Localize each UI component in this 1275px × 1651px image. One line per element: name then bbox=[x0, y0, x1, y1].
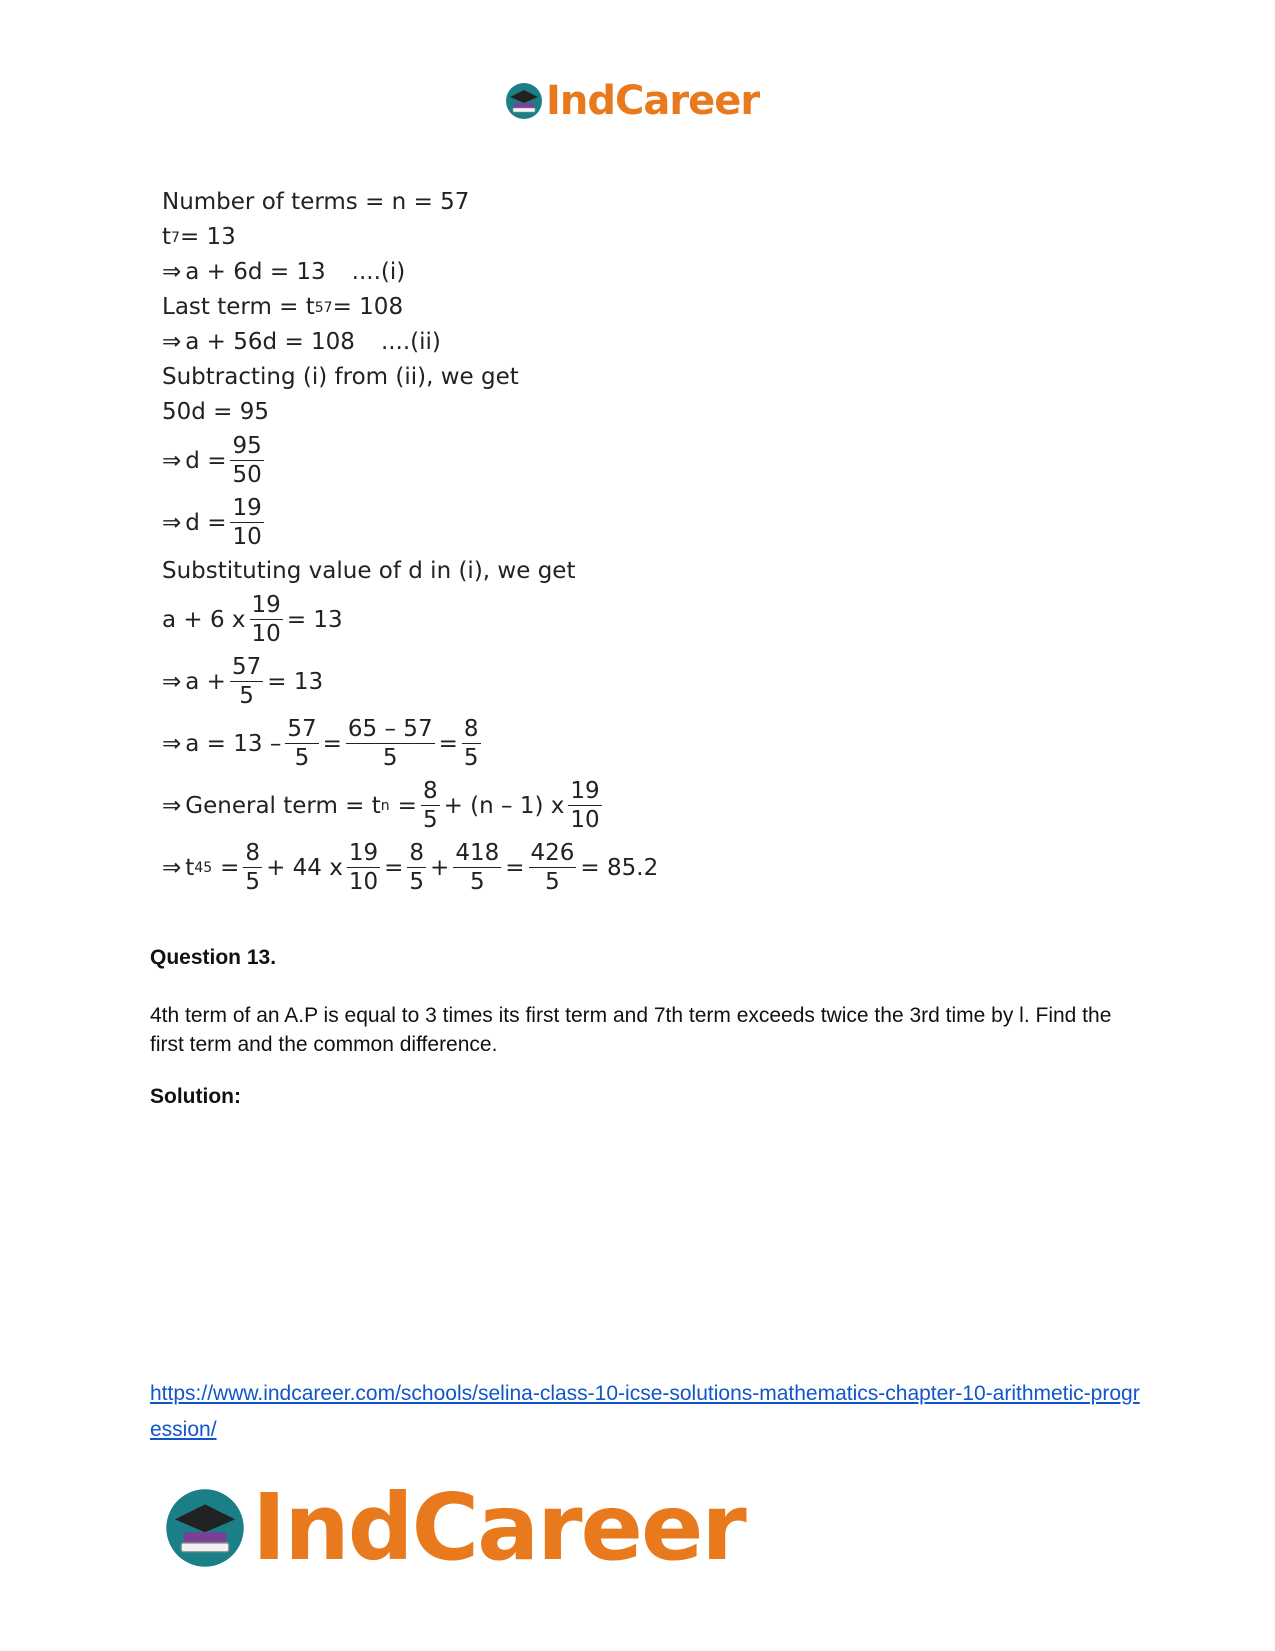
denominator: 50 bbox=[232, 462, 262, 488]
math-text: 50d = 95 bbox=[162, 399, 270, 425]
equation-tag: ....(ii) bbox=[380, 329, 441, 355]
math-text: a + 56d = 108 bbox=[185, 329, 355, 355]
math-text: + (n – 1) x bbox=[443, 792, 565, 819]
numerator: 57 bbox=[231, 654, 262, 680]
fraction bbox=[529, 842, 577, 894]
numerator: 8 bbox=[422, 778, 438, 804]
math-text: = bbox=[438, 730, 458, 757]
math-text: + 44 x bbox=[266, 854, 343, 881]
math-line bbox=[162, 185, 658, 220]
math-text: a + bbox=[185, 668, 226, 695]
math-line bbox=[162, 713, 658, 775]
question-text: 4th term of an A.P is equal to 3 times its first term and 7th term exceeds twice the 3rd time by l. Find the first term and the common difference. bbox=[150, 1004, 1112, 1056]
fraction bbox=[421, 780, 440, 832]
math-line bbox=[162, 255, 658, 290]
math-text: Number of terms = n = 57 bbox=[162, 189, 470, 215]
implies-arrow: ⇒ bbox=[162, 509, 182, 536]
header-logo-text: IndCareer bbox=[546, 78, 760, 124]
numerator: 8 bbox=[463, 716, 479, 742]
fraction bbox=[347, 842, 380, 894]
fraction bbox=[285, 718, 318, 770]
denominator: 5 bbox=[245, 869, 261, 895]
denominator: 10 bbox=[251, 621, 281, 647]
numerator: 19 bbox=[570, 778, 600, 804]
math-text: = 13 bbox=[286, 606, 343, 633]
math-line: ⇒ General term = t n = $\frac{8}{5}$ + (n – 1) x $\frac{19}{10}$ bbox=[162, 778, 600, 833]
implies-arrow: ⇒ bbox=[162, 447, 182, 474]
math-text: t bbox=[162, 224, 172, 250]
fraction bbox=[407, 842, 426, 894]
implies-arrow: ⇒ bbox=[162, 259, 182, 285]
math-solution-block bbox=[162, 185, 658, 899]
math-text: t bbox=[185, 854, 195, 881]
math-text: = 85.2 bbox=[580, 854, 659, 881]
solution-title: Solution: bbox=[150, 1085, 241, 1108]
implies-arrow: ⇒ bbox=[162, 329, 182, 355]
math-line bbox=[162, 325, 658, 360]
denominator: 5 bbox=[239, 683, 254, 709]
numerator: 19 bbox=[348, 840, 379, 866]
math-line bbox=[162, 360, 658, 395]
math-text: a = 13 – bbox=[185, 730, 282, 757]
math-text: = 108 bbox=[332, 294, 404, 320]
math-text: Substituting value of d in (i), we get bbox=[162, 558, 576, 584]
fraction bbox=[230, 656, 263, 708]
math-text: = bbox=[220, 854, 240, 881]
graduation-cap-book-logo-icon bbox=[162, 1485, 248, 1571]
math-line bbox=[162, 589, 658, 651]
math-line bbox=[162, 395, 658, 430]
math-text: = bbox=[397, 792, 417, 819]
denominator: 5 bbox=[463, 745, 479, 771]
implies-arrow: ⇒ bbox=[162, 792, 182, 819]
numerator: 57 bbox=[287, 716, 317, 742]
numerator: 8 bbox=[409, 840, 425, 866]
math-text: = bbox=[384, 854, 404, 881]
denominator: 5 bbox=[409, 869, 425, 895]
math-text: a + 6 x bbox=[162, 606, 246, 633]
math-line bbox=[162, 492, 658, 554]
math-text: d = bbox=[185, 509, 227, 536]
numerator: 95 bbox=[232, 433, 262, 459]
math-text: General term = t bbox=[185, 792, 381, 819]
denominator: 10 bbox=[570, 807, 600, 833]
implies-arrow: ⇒ bbox=[162, 730, 182, 757]
math-text: d = bbox=[185, 447, 227, 474]
header-logo bbox=[504, 78, 759, 124]
denominator: 5 bbox=[294, 745, 310, 771]
fraction bbox=[243, 842, 262, 894]
math-text: Last term = t bbox=[162, 294, 315, 320]
math-line: Last term = t 57 = 108 bbox=[162, 294, 404, 320]
math-text: = bbox=[322, 730, 342, 757]
denominator: 5 bbox=[545, 869, 560, 895]
graduation-cap-book-logo-icon bbox=[504, 81, 544, 121]
math-line bbox=[162, 651, 658, 713]
math-line bbox=[162, 554, 658, 589]
fraction bbox=[568, 780, 601, 832]
denominator: 10 bbox=[232, 524, 262, 550]
question-title: Question 13. bbox=[150, 946, 277, 969]
fraction bbox=[462, 718, 481, 770]
numerator: 19 bbox=[232, 495, 262, 521]
math-text: = 13 bbox=[267, 668, 324, 695]
denominator: 10 bbox=[348, 869, 379, 895]
math-line: t 7 = 13 bbox=[162, 224, 236, 250]
numerator: 426 bbox=[530, 840, 575, 866]
fraction bbox=[230, 435, 263, 487]
math-line: ⇒ t 45 = $\frac{8}{5}$ + 44 x $\frac{19}{10}$ = $\frac{8}{5}$ + $\frac{418}{5}$ = $\frac{426}{5}$ = 85.2 bbox=[162, 840, 659, 895]
implies-arrow: ⇒ bbox=[162, 668, 182, 695]
denominator: 5 bbox=[469, 869, 485, 895]
numerator: 19 bbox=[251, 592, 281, 618]
fraction bbox=[346, 718, 435, 770]
footer-logo-text: IndCareer bbox=[252, 1474, 745, 1581]
footer-logo bbox=[162, 1474, 745, 1581]
math-text: a + 6d = 13 bbox=[185, 259, 326, 285]
source-link[interactable]: https://www.indcareer.com/schools/selina-class-10-icse-solutions-mathematics-chapter-10-arithmetic-progression/ bbox=[150, 1382, 1140, 1441]
math-text: + bbox=[430, 854, 450, 881]
fraction bbox=[230, 497, 263, 549]
denominator: 5 bbox=[422, 807, 438, 833]
implies-arrow: ⇒ bbox=[162, 854, 182, 881]
numerator: 418 bbox=[455, 840, 500, 866]
numerator: 65 – 57 bbox=[347, 716, 433, 742]
math-text: = 13 bbox=[179, 224, 236, 250]
math-text: Subtracting (i) from (ii), we get bbox=[162, 364, 519, 390]
fraction bbox=[250, 594, 283, 646]
numerator: 8 bbox=[245, 840, 261, 866]
math-line bbox=[162, 430, 658, 492]
denominator: 5 bbox=[382, 745, 398, 771]
fraction bbox=[453, 842, 501, 894]
math-text: = bbox=[505, 854, 525, 881]
equation-tag: ....(i) bbox=[351, 259, 406, 285]
